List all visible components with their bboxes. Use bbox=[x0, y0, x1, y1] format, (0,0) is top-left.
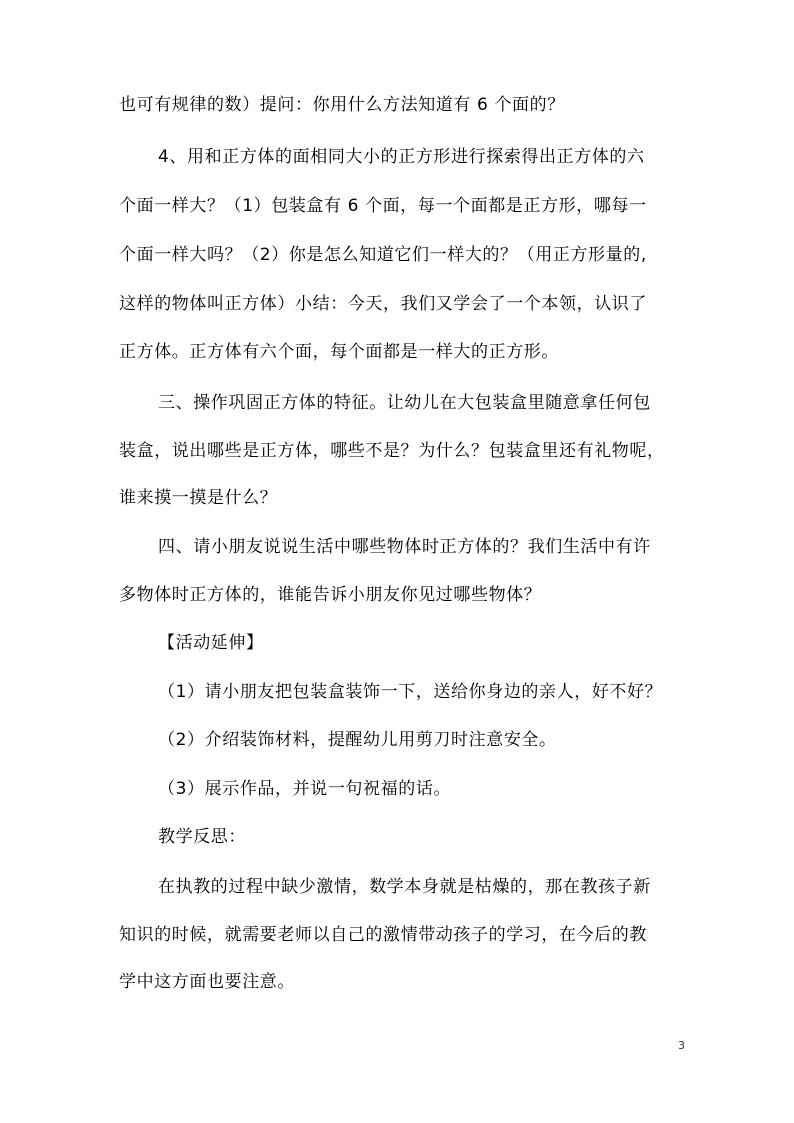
section-heading: 教学反思： bbox=[158, 827, 246, 847]
list-item: （2）介绍装饰材料，提醒幼儿用剪刀时注意安全。 bbox=[158, 730, 557, 750]
text-line: 个面一样大吗？（2）你是怎么知道它们一样大的？（用正方形量的, bbox=[119, 245, 647, 265]
text-line: 知识的时候，就需要老师以自己的激情带动孩子的学习，在今后的教 bbox=[119, 925, 647, 945]
text-line: 四、请小朋友说说生活中哪些物体时正方体的？我们生活中有许 bbox=[158, 537, 651, 557]
text-line: 这样的物体叫正方体）小结：今天，我们又学会了一个本领，认识了 bbox=[119, 294, 647, 314]
text-line: 多物体时正方体的，谁能告诉小朋友你见过哪些物体？ bbox=[119, 585, 542, 605]
section-heading: 【活动延伸】 bbox=[158, 633, 264, 653]
text-line: 学中这方面也要注意。 bbox=[119, 972, 295, 992]
text-line: 三、操作巩固正方体的特征。让幼儿在大包装盒里随意拿任何包 bbox=[158, 393, 651, 413]
text-line: 4、用和正方体的面相同大小的正方形进行探索得出正方体的六 bbox=[158, 147, 645, 167]
text-line: 在执教的过程中缺少激情，数学本身就是枯燥的，那在教孩子新 bbox=[158, 877, 651, 897]
text-line: 也可有规律的数）提问：你用什么方法知道有 6 个面的？ bbox=[119, 95, 565, 115]
page-number: 3 bbox=[678, 1039, 685, 1052]
text-line: 个面一样大？（1）包装盒有 6 个面，每一个面都是正方形，哪每一 bbox=[119, 196, 647, 216]
text-line: 谁来摸一摸是什么？ bbox=[119, 488, 278, 508]
list-item: （3）展示作品，并说一句祝福的话。 bbox=[158, 779, 452, 799]
text-line: 装盒，说出哪些是正方体，哪些不是？为什么？包装盒里还有礼物呢， bbox=[119, 441, 665, 461]
text-line: 正方体。正方体有六个面，每个面都是一样大的正方形。 bbox=[119, 342, 559, 362]
list-item: （1）请小朋友把包装盒装饰一下，送给你身边的亲人，好不好？ bbox=[158, 682, 663, 702]
